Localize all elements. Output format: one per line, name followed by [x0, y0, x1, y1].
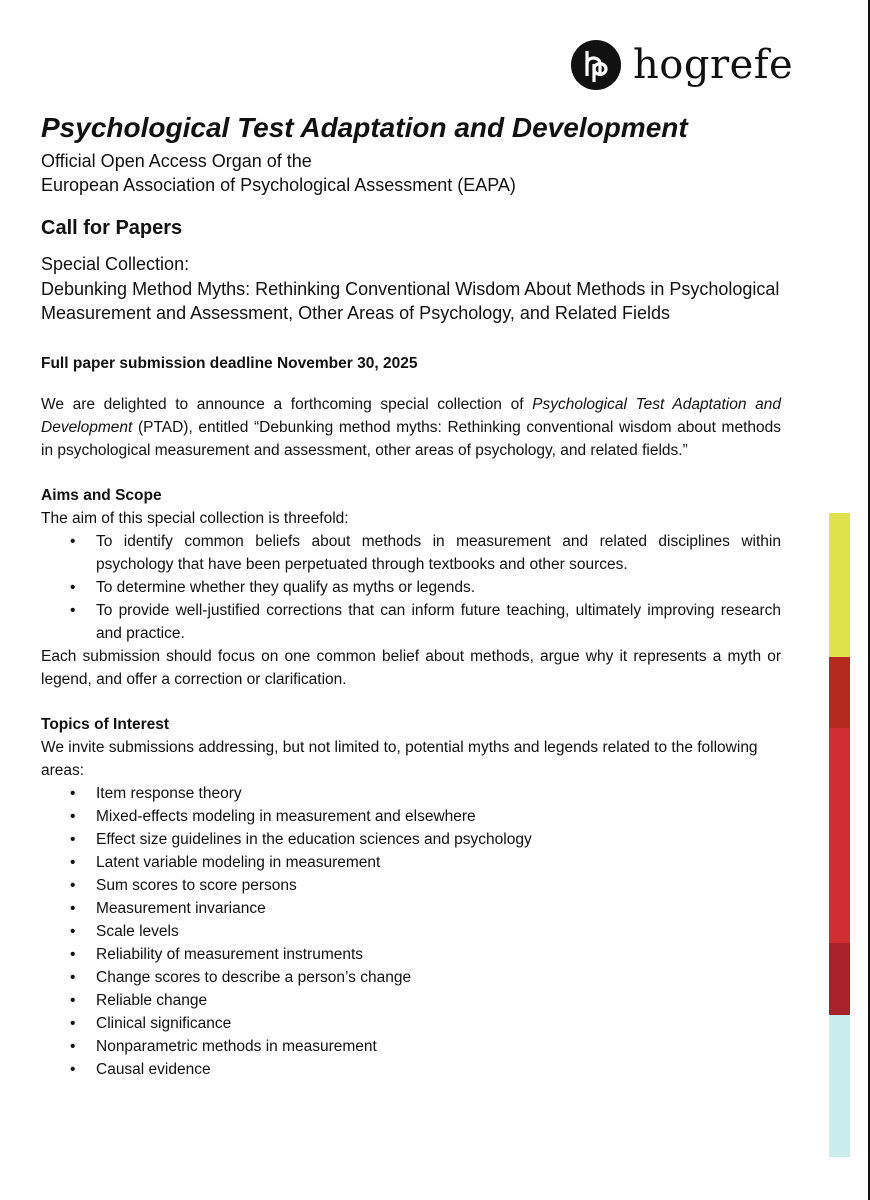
bullet-icon: • — [70, 991, 76, 1009]
color-bar-aqua — [829, 1015, 850, 1157]
list-item: • Effect size guidelines in the education sciences and psychology — [41, 828, 781, 851]
color-bar-dark-red — [829, 657, 850, 728]
topics-heading: Topics of Interest — [41, 715, 170, 733]
bullet-icon: • — [70, 830, 76, 848]
list-item: • To provide well-justified corrections that can inform future teaching, ultimately improving research and practice. — [41, 599, 781, 645]
color-bar-maroon — [829, 943, 850, 1015]
call-for-papers-heading: Call for Papers — [41, 217, 183, 239]
subtitle-line-1: Official Open Access Organ of the — [41, 151, 312, 171]
collection-title: Debunking Method Myths: Rethinking Conventional Wisdom About Methods in Psychological Measurement and Assessment, Other Areas of Psychology, and Related Fields — [41, 278, 780, 323]
bullet-icon: • — [70, 968, 76, 986]
bullet-icon: • — [70, 876, 76, 894]
list-item: • Scale levels — [41, 920, 781, 943]
color-bar-yellow — [829, 513, 850, 657]
bullet-icon: • — [70, 1014, 76, 1032]
journal-subtitle — [41, 149, 781, 197]
list-item: • Latent variable modeling in measurement — [41, 851, 781, 874]
list-item: • Clinical significance — [41, 1012, 781, 1035]
list-item: • Causal evidence — [41, 1058, 781, 1081]
aims-closing: Each submission should focus on one common belief about methods, argue why it represents a myth or legend, and offer a correction or clarification. — [41, 647, 781, 688]
bullet-icon: • — [70, 784, 76, 802]
subtitle-line-2: European Association of Psychological Assessment (EAPA) — [41, 175, 516, 195]
intro-journal-name: Psychological Test Adaptation and Development — [41, 395, 781, 436]
bullet-icon: • — [70, 1060, 76, 1078]
list-item: • To identify common beliefs about methods in measurement and related disciplines within psychology that have been perpetuated through textbooks and other sources. — [41, 530, 781, 576]
list-item: • Nonparametric methods in measurement — [41, 1035, 781, 1058]
special-collection — [41, 252, 781, 326]
list-item: • Sum scores to score persons — [41, 874, 781, 897]
list-item: • Reliability of measurement instruments — [41, 943, 781, 966]
logo-text: hogrefe — [633, 42, 794, 88]
bullet-icon: • — [70, 578, 76, 596]
topics-lead: We invite submissions addressing, but not limited to, potential myths and legends related to the following areas: — [41, 738, 758, 779]
topics-section — [41, 713, 781, 1081]
list-item: • To determine whether they qualify as myths or legends. — [41, 576, 781, 599]
list-item: • Reliable change — [41, 989, 781, 1012]
list-item: • Measurement invariance — [41, 897, 781, 920]
bullet-icon: • — [70, 853, 76, 871]
aims-list — [41, 530, 781, 645]
bullet-icon: • — [70, 601, 76, 619]
hogrefe-logo — [571, 40, 793, 90]
journal-title: Psychological Test Adaptation and Development — [41, 112, 688, 143]
aims-heading: Aims and Scope — [41, 486, 162, 504]
bullet-icon: • — [70, 899, 76, 917]
submission-deadline: Full paper submission deadline November 30, 2025 — [41, 354, 418, 372]
collection-label: Special Collection: — [41, 254, 190, 274]
bullet-icon: • — [70, 945, 76, 963]
hogrefe-logo-icon — [571, 40, 621, 90]
bullet-icon: • — [70, 532, 76, 550]
list-item: • Mixed-effects modeling in measurement and elsewhere — [41, 805, 781, 828]
document-content — [41, 109, 781, 1081]
aims-section — [41, 484, 781, 691]
intro-part-1: We are delighted to announce a forthcoming special collection of — [41, 395, 533, 413]
bullet-icon: • — [70, 1037, 76, 1055]
color-bar-red — [829, 728, 850, 943]
intro-paragraph — [41, 393, 781, 462]
intro-part-2: (PTAD), entitled “Debunking method myths: Rethinking conventional wisdom about methods in psychological measurement and assessment, other areas of psychology, and related fields.” — [41, 418, 781, 459]
list-item: • Item response theory — [41, 782, 781, 805]
bullet-icon: • — [70, 807, 76, 825]
list-item: • Change scores to describe a person’s change — [41, 966, 781, 989]
aims-lead: The aim of this special collection is threefold: — [41, 509, 349, 527]
topics-list — [41, 782, 781, 1081]
bullet-icon: • — [70, 922, 76, 940]
